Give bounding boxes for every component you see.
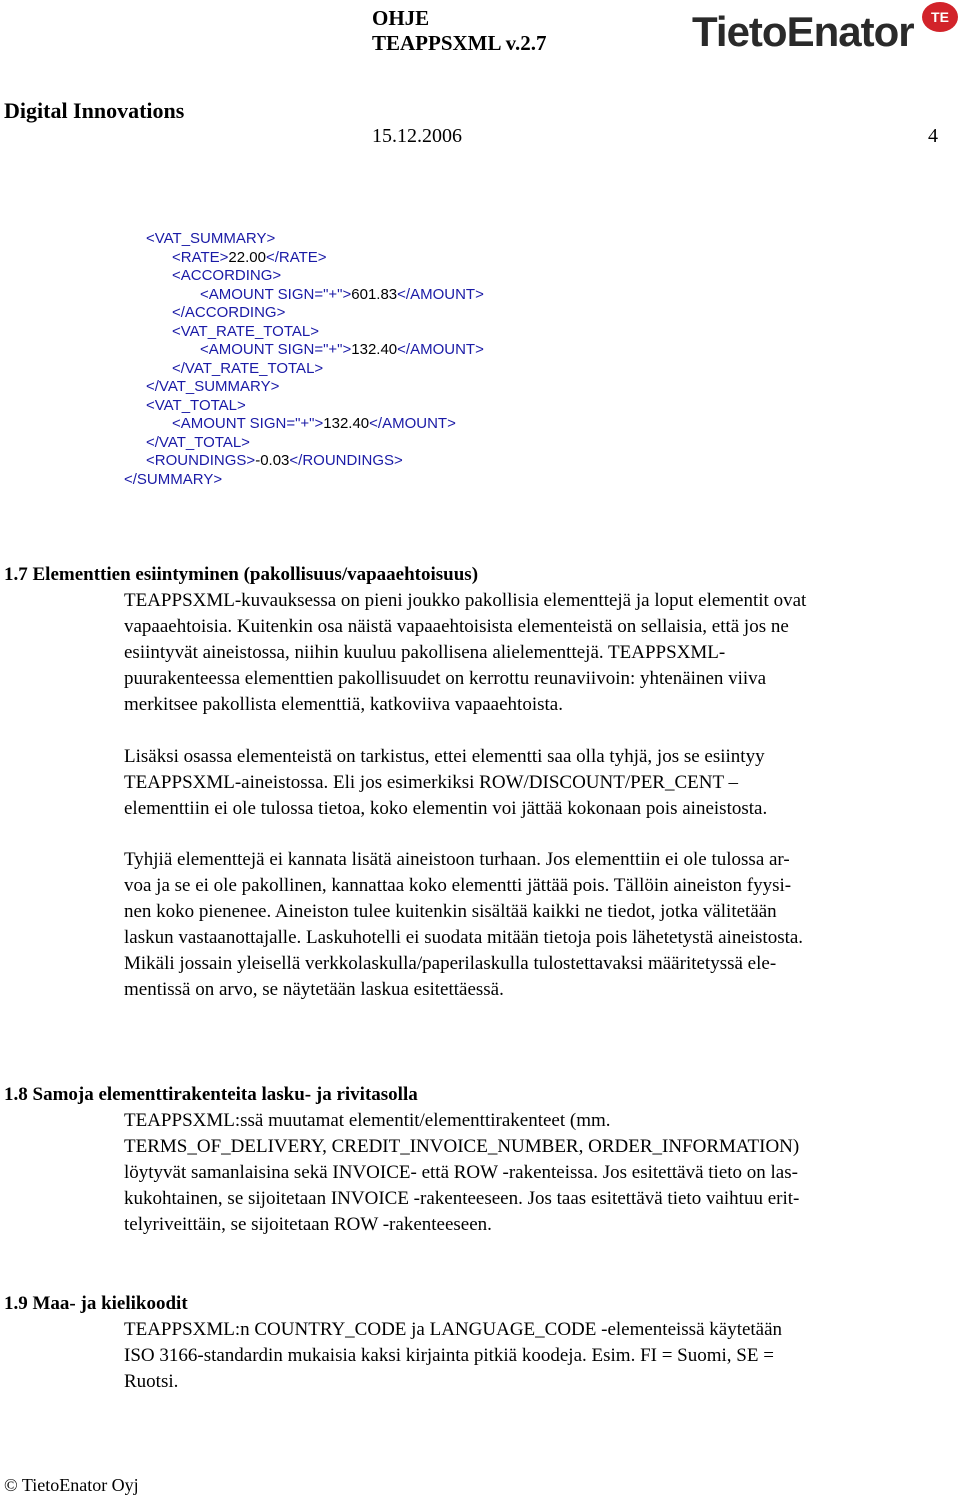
code-tag: </ACCORDING> [172, 304, 286, 321]
paragraph-line: TEAPPSXML:n COUNTRY_CODE ja LANGUAGE_CODE -elementeissä käytetään [124, 1319, 783, 1340]
code-line [172, 415, 456, 434]
paragraph-line: elementtiin ei ole tulossa tietoa, koko elementin voi jättää kokonaan pois aineistosta. [124, 798, 768, 819]
paragraph-line: TEAPPSXML-aineistossa. Eli jos esimerkiksi ROW/DISCOUNT/PER_CENT – [124, 772, 738, 793]
section-title-1-7: 1.7 Elementtien esiintyminen (pakollisuus/vapaaehtoisuus) [4, 564, 479, 585]
footer-copyright: © TietoEnator Oyj [4, 1475, 139, 1495]
code-tag: <VAT_RATE_TOTAL> [172, 322, 319, 340]
paragraph [124, 847, 940, 1003]
paragraph-line: voa ja se ei ole pakollinen, kannattaa koko elementti jättää pois. Tällöin aineiston fyysi- [124, 875, 792, 896]
paragraph-line: merkitsee pakollista elementtiä, katkoviiva vapaaehtoista. [124, 694, 563, 715]
code-value: 22.00 [228, 248, 266, 266]
document-name: TEAPPSXML v.2.7 [372, 31, 547, 55]
code-line [124, 471, 222, 490]
paragraph [124, 588, 940, 718]
code-line [172, 304, 285, 323]
document-type: OHJE [372, 6, 430, 30]
code-line [146, 230, 275, 249]
code-tag: <AMOUNT SIGN="+"> [172, 415, 324, 432]
code-line [146, 452, 403, 471]
paragraph-line: ISO 3166-standardin mukaisia kaksi kirjainta pitkiä koodeja. Esim. FI = Suomi, SE = [124, 1345, 774, 1366]
paragraph-line: nen koko pienenee. Aineiston tulee kuitenkin sisältää kaikki ne tiedot, jotka välitetään [124, 901, 777, 922]
business-unit: Digital Innovations [4, 98, 185, 123]
paragraph-line: mentissä on arvo, se näytetään laskua esitettäessä. [124, 979, 504, 1000]
code-line [200, 341, 484, 360]
paragraph-line: TEAPPSXML-kuvauksessa on pieni joukko pakollisia elementtejä ja loput elementit ovat [124, 590, 807, 611]
code-tag: <RATE> [172, 248, 229, 266]
code-value: 132.40 [323, 415, 370, 432]
code-line [172, 360, 323, 379]
code-value: 601.83 [351, 285, 398, 303]
code-tag: </AMOUNT> [397, 341, 484, 358]
code-tag: </RATE> [265, 248, 327, 266]
code-tag: <AMOUNT SIGN="+"> [200, 341, 352, 358]
paragraph-line: Mikäli jossain yleisellä verkkolaskulla/paperilaskulla tulostettavaksi määritetyssä ele- [124, 953, 777, 974]
code-tag: <ACCORDING> [172, 267, 282, 284]
code-line [146, 378, 279, 397]
paragraph-line: löytyvät samanlaisina sekä INVOICE- että ROW -rakenteissa. Jos esitettävä tieto on las- [124, 1162, 798, 1183]
code-line [172, 267, 281, 286]
paragraph-line: Lisäksi osassa elementeistä on tarkistus, ettei elementti saa olla tyhjä, jos se esiintyy [124, 746, 765, 767]
paragraph-line: TERMS_OF_DELIVERY, CREDIT_INVOICE_NUMBER, ORDER_INFORMATION) [124, 1136, 800, 1157]
paragraph-line: telyriveittäin, se sijoitetaan ROW -rakenteeseen. [124, 1214, 492, 1235]
page-number: 4 [928, 125, 938, 147]
paragraph [124, 1108, 940, 1238]
code-tag: </VAT_SUMMARY> [146, 378, 280, 395]
code-tag: <VAT_SUMMARY> [146, 230, 276, 247]
paragraph [124, 744, 940, 822]
company-logo: TietoEnator [692, 8, 914, 55]
code-line [200, 286, 484, 305]
paragraph-line: puurakenteessa elementtien pakollisuudet on kerrottu reunaviivoin: yhtenäinen viiva [124, 668, 767, 689]
document-title-block [372, 6, 546, 56]
paragraph-line: Tyhjiä elementtejä ei kannata lisätä aineistoon turhaan. Jos elementtiin ei ole tulossa ar- [124, 849, 790, 870]
code-line [146, 434, 250, 453]
paragraph-line: vapaaehtoisia. Kuitenkin osa näistä vapaaehtoisista elementeistä on sellaisia, että jos ne [124, 616, 789, 637]
code-line [172, 249, 327, 268]
logo-badge-icon: TE [922, 2, 958, 32]
paragraph-line: esiintyvät aineistossa, niihin kuuluu pakollisena alielementtejä. TEAPPSXML- [124, 642, 726, 663]
code-tag: </VAT_TOTAL> [146, 433, 250, 451]
paragraph-line: kukohtainen, se sijoitetaan INVOICE -rakenteeseen. Jos taas esitettävä tieto vaihtuu erit- [124, 1188, 800, 1209]
document-date: 15.12.2006 [372, 125, 462, 147]
code-tag: </ROUNDINGS> [289, 452, 403, 469]
paragraph-line: TEAPPSXML:ssä muutamat elementit/elementtirakenteet (mm. [124, 1110, 611, 1131]
code-line [146, 397, 246, 416]
section-title-1-8: 1.8 Samoja elementtirakenteita lasku- ja rivitasolla [4, 1084, 418, 1105]
code-line [172, 323, 319, 342]
code-tag: </AMOUNT> [397, 285, 484, 303]
code-tag: </SUMMARY> [124, 470, 223, 488]
section-title-1-9: 1.9 Maa- ja kielikoodit [4, 1293, 188, 1314]
code-tag: </AMOUNT> [369, 415, 456, 432]
code-tag: <AMOUNT SIGN="+"> [200, 285, 352, 303]
paragraph-line: Ruotsi. [124, 1371, 179, 1392]
code-tag: </VAT_RATE_TOTAL> [172, 359, 324, 377]
code-value: 132.40 [351, 341, 398, 358]
code-tag: <VAT_TOTAL> [146, 396, 246, 414]
paragraph-line: laskun vastaanottajalle. Laskuhotelli ei suodata mitään tietoja pois lähetetystä aineistosta. [124, 927, 804, 948]
code-value: -0.03 [255, 452, 290, 469]
paragraph [124, 1317, 940, 1395]
code-tag: <ROUNDINGS> [146, 452, 256, 469]
